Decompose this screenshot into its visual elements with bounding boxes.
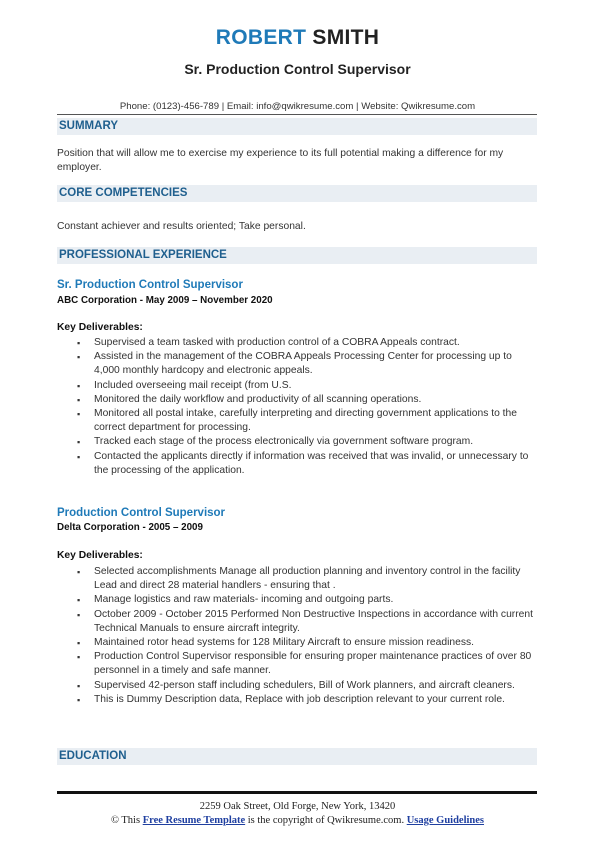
copyright-middle: is the copyright of Qwikresume.com. — [245, 815, 407, 826]
bullet-square-icon: ▪ — [77, 352, 81, 363]
job-title: Production Control Supervisor — [57, 507, 226, 519]
list-item: ▪ Supervised a team tasked with production control of a COBRA Appeals contract. — [57, 336, 539, 350]
copyright-prefix: © This — [110, 815, 143, 826]
bullet-square-icon: ▪ — [77, 652, 81, 663]
footer-divider — [57, 791, 537, 794]
bullet-square-icon: ▪ — [77, 595, 81, 606]
section-heading-education: EDUCATION — [57, 748, 537, 765]
list-item: ▪ Included overseeing mail receipt (from U.S. — [57, 379, 539, 393]
key-deliverables-label: Key Deliverables: — [57, 322, 143, 333]
section-heading-experience: PROFESSIONAL EXPERIENCE — [57, 247, 537, 264]
last-name: SMITH — [312, 26, 380, 49]
job-company: ABC Corporation - May 2009 – November 2020 — [57, 295, 273, 306]
summary-text: Position that will allow me to exercise my experience to its full potential making a difference for my employer. — [57, 148, 504, 173]
key-deliverables-label: Key Deliverables: — [57, 550, 143, 561]
list-item: ▪ Supervised 42-person staff including schedulers, Bill of Work planners, and aircraft cleaners. — [57, 679, 539, 693]
bullet-square-icon: ▪ — [77, 338, 81, 348]
list-item: ▪ Contacted the applicants directly if information was received that was invalid, or unnecessary to the processing of the application. — [77, 450, 529, 476]
bullet-square-icon: ▪ — [77, 567, 81, 577]
candidate-name — [0, 26, 595, 50]
bullet-square-icon: ▪ — [77, 638, 81, 649]
job-bullets — [57, 565, 539, 707]
bullet-square-icon: ▪ — [77, 394, 81, 405]
list-item: ▪ October 2009 - October 2015 Performed Non Destructive Inspections in accordance with current Technical Manuals to ensure aircraft integrity. — [77, 608, 533, 634]
competencies-text: Constant achiever and results oriented; Take personal. — [57, 221, 306, 232]
list-item: ▪ This is Dummy Description data, Replace with job description relevant to your current role. — [57, 693, 539, 707]
bullet-square-icon: ▪ — [77, 609, 81, 620]
footer-copyright — [0, 815, 595, 826]
bullet-square-icon: ▪ — [77, 694, 81, 705]
list-item: ▪ Monitored the daily workflow and productivity of all scanning operations. — [57, 393, 539, 407]
list-item: ▪ Manage logistics and raw materials- incoming and outgoing parts. — [57, 593, 539, 607]
footer-address: 2259 Oak Street, Old Forge, New York, 13420 — [199, 801, 396, 812]
list-item: ▪ Selected accomplishments Manage all production planning and inventory control in the facility Lead and direct 28 material handlers - ensuring that . — [77, 566, 521, 592]
candidate-title: Sr. Production Control Supervisor — [184, 61, 411, 77]
section-heading-summary: SUMMARY — [57, 118, 537, 135]
bullet-square-icon: ▪ — [77, 409, 81, 420]
bullet-square-icon: ▪ — [77, 380, 81, 391]
list-item: ▪ Maintained rotor head systems for 128 Military Aircraft to ensure mission readiness. — [57, 636, 539, 650]
usage-guidelines-link[interactable]: Usage Guidelines — [406, 815, 485, 826]
contact-divider — [57, 114, 537, 115]
job-company: Delta Corporation - 2005 – 2009 — [57, 522, 203, 533]
section-heading-competencies: CORE COMPETENCIES — [57, 185, 537, 202]
list-item: ▪ Tracked each stage of the process electronically via government software program. — [57, 435, 539, 449]
job-bullets — [57, 336, 539, 478]
first-name: ROBERT — [215, 26, 307, 49]
bullet-square-icon: ▪ — [77, 437, 81, 448]
list-item: ▪ Production Control Supervisor responsible for ensuring proper maintenance practices of over 80 personnel in a timely and safe manner. — [77, 651, 532, 677]
job-title: Sr. Production Control Supervisor — [57, 279, 243, 291]
free-resume-template-link[interactable]: Free Resume Template — [142, 815, 246, 826]
contact-line: Phone: (0123)-456-789 | Email: info@qwikresume.com | Website: Qwikresume.com — [119, 101, 476, 112]
list-item: ▪ Monitored all postal intake, carefully interpreting and directing government applications to the correct department for processing. — [77, 408, 517, 434]
bullet-square-icon: ▪ — [77, 451, 81, 462]
list-item: ▪ Assisted in the management of the COBRA Appeals Processing Center for processing up to 4,000 monthly hardcopy and electronic appeals. — [77, 351, 512, 377]
bullet-square-icon: ▪ — [77, 680, 81, 691]
